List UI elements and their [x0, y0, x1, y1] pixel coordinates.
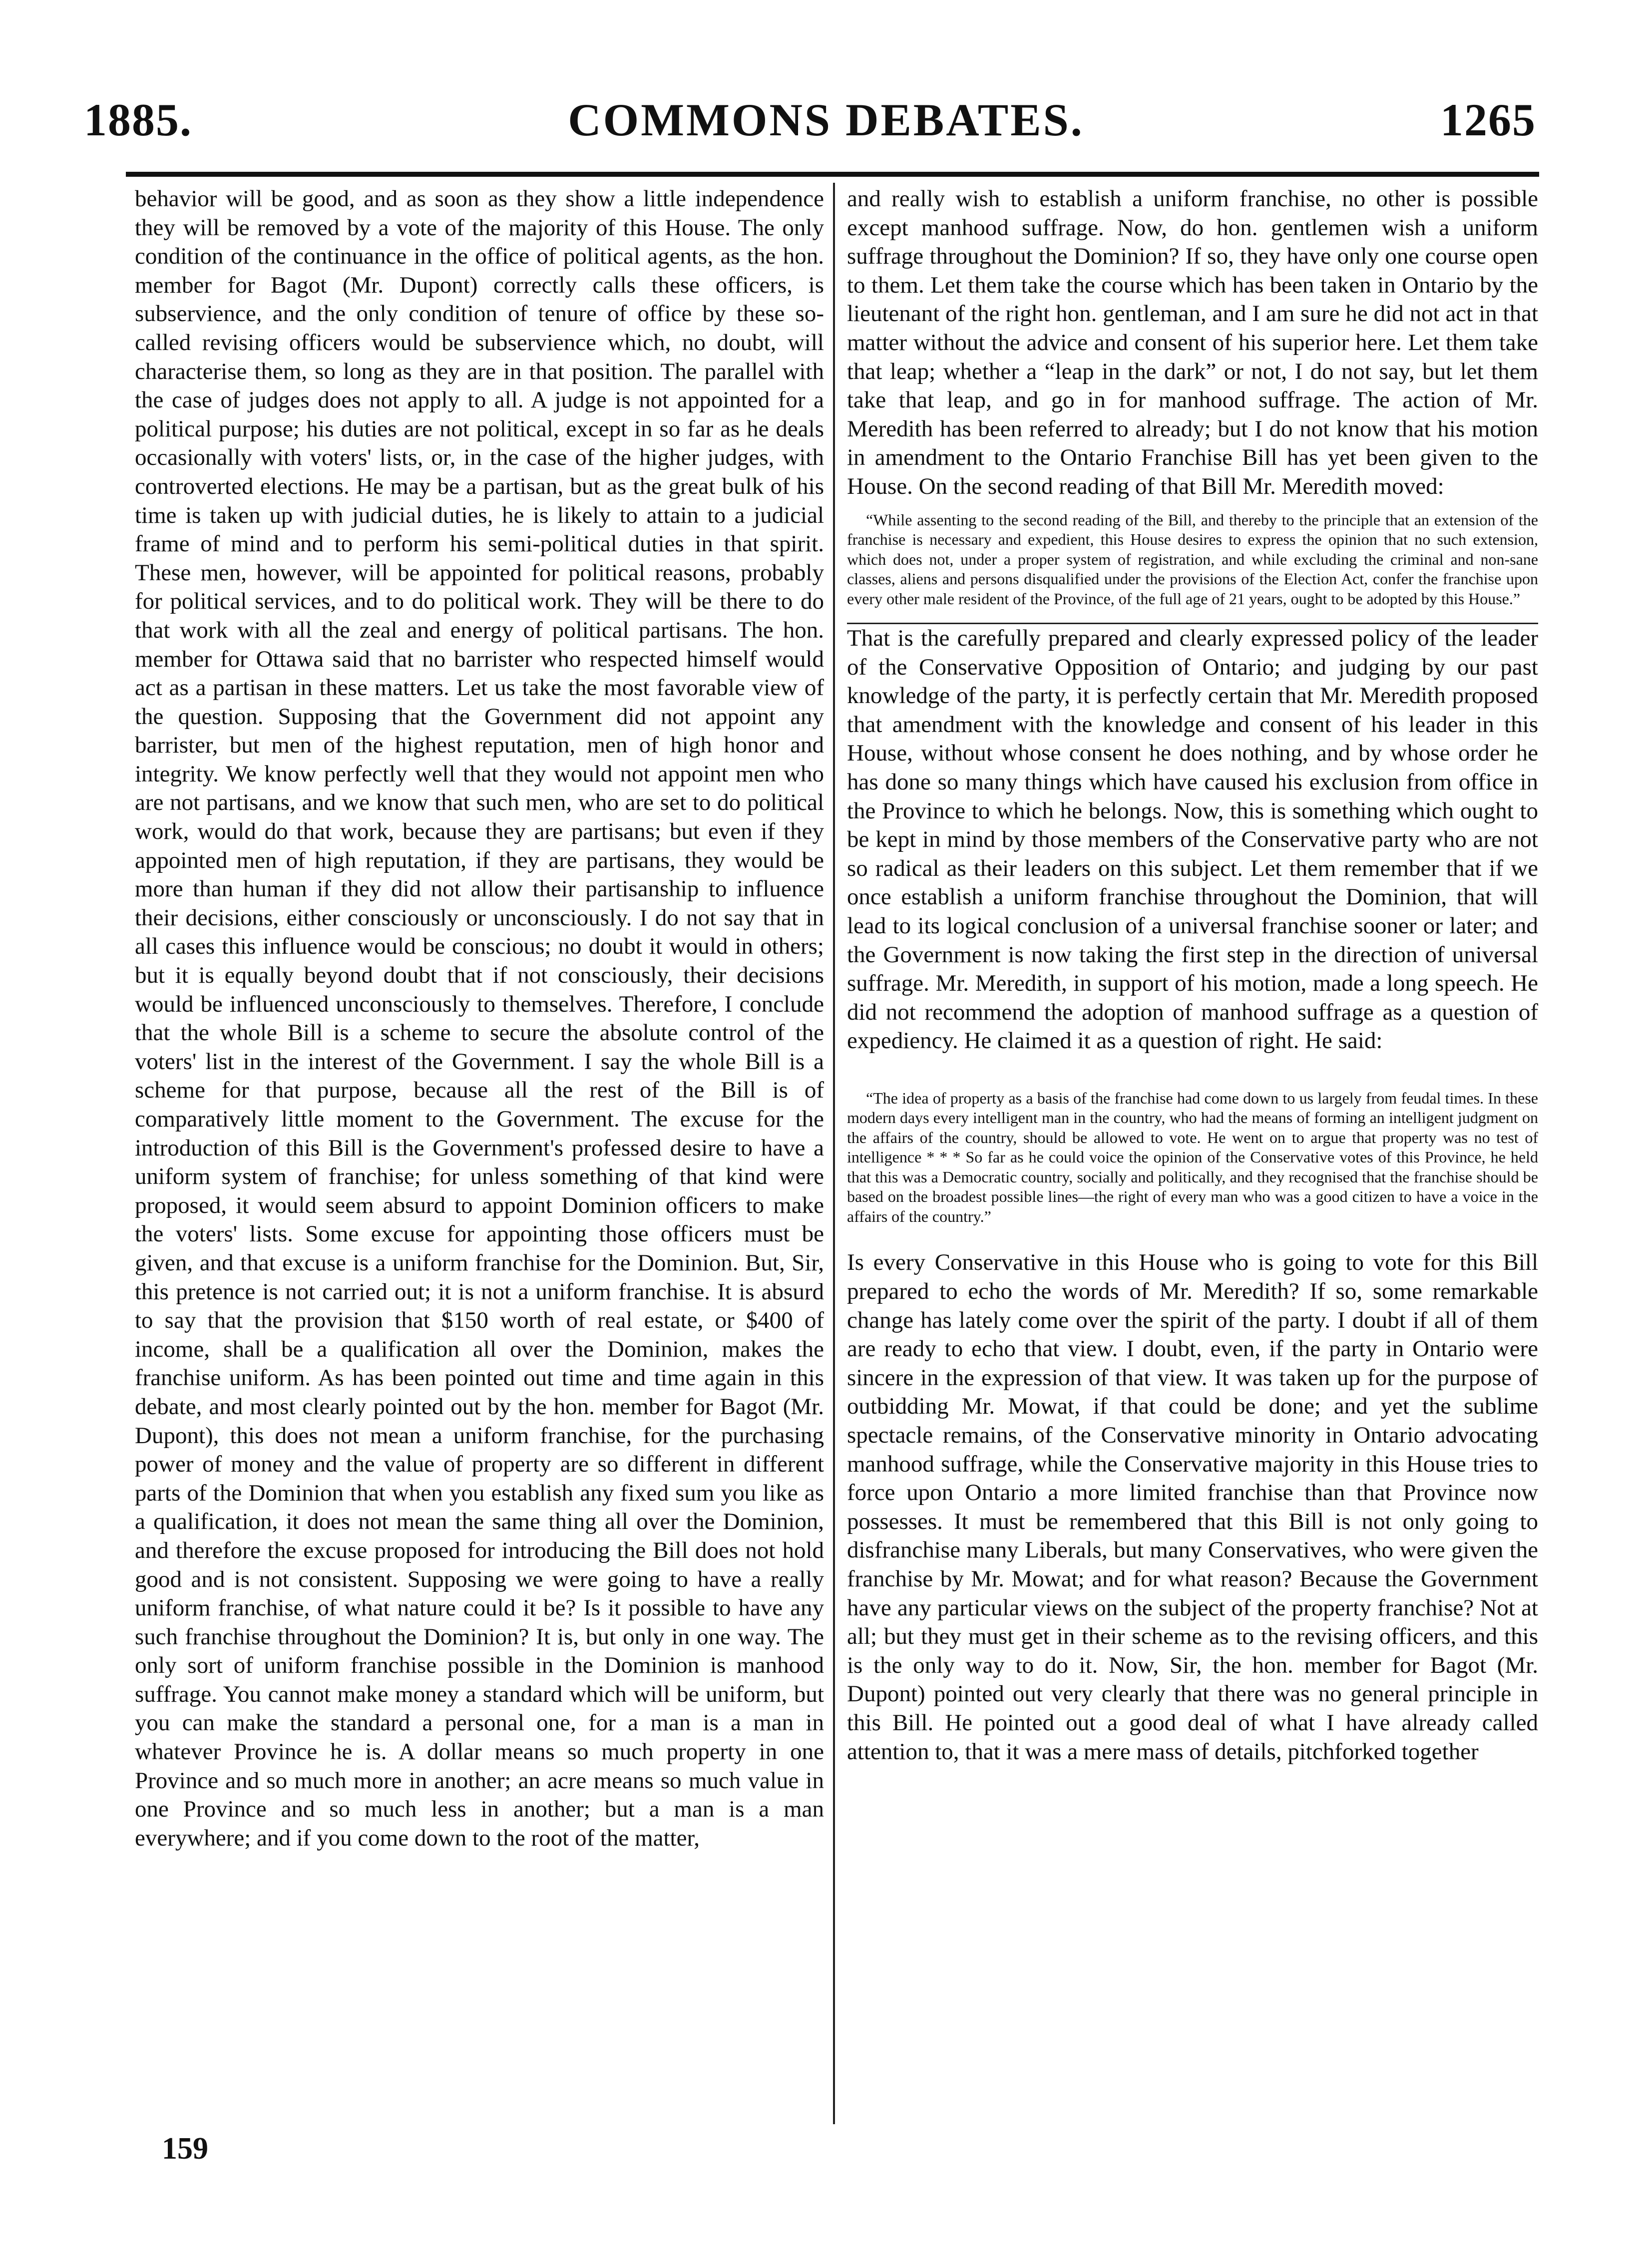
column-divider — [833, 183, 835, 2124]
page-number: 1265 — [1440, 94, 1536, 145]
block-quote-speech: “The idea of property as a basis of the franchise had come down to us largely from feudal times. In these modern days every intelligent man in the country, who had the means of forming an intelligent judgment on the affairs of the country, should be allowed to vote. He went on to argue that property was no test of intelligence * * * So far as he could voice the opinion of the Conservative votes of this Province, he held that this was a Democratic country, socially and politically, and they recognised that the franchise should be based on the broadest possible lines—the right of every man who was a good citizen to have a voice in the affairs of the country.” — [847, 1089, 1538, 1225]
header-rule — [126, 172, 1539, 177]
block-quote-motion: “While assenting to the second reading of the Bill, and thereby to the principle that an extension of the franchise is necessary and expedient, this House desires to express the opinion that no such extension, which does not, under a proper system of registration, and while excluding the criminal and non-sane classes, aliens and persons disqualified under the provisions of the Election Act, confer the franchise upon every other male resident of the Province, of the full age of 21 years, ought to be adopted by this House.” — [847, 510, 1538, 608]
signature-mark: 159 — [162, 2132, 208, 2166]
right-paragraph-2: That is the carefully prepared and clearly expressed policy of the leader of the Conservative Opposition of Ontario; and judging by our past knowledge of the party, it is perfectly certain that Mr. Meredith proposed that amendment with the knowledge and consent of his leader in this House, without whose consent he does nothing, and by whose order he has done so many things which have caused his exclusion from office in the Province to which he belongs. Now, this is something which ought to be kept in mind by those members of the Conservative party who are not so radical as their leaders on this subject. Let them remember that if we once establish a uniform franchise throughout the Dominion, that will lead to its logical conclusion of a universal franchise sooner or later; and the Government is now taking the first step in the direction of universal suffrage. Mr. Meredith, in support of his motion, made a long speech. He did not recommend the adoption of manhood suffrage as a question of expediency. He claimed it as a question of right. He said: — [847, 625, 1538, 1054]
running-title: COMMONS DEBATES. — [568, 94, 1084, 145]
right-paragraph-1: and really wish to establish a uniform franchise, no other is possible except manhood suffrage. Now, do hon. gentlemen wish a uniform suffrage throughout the Dominion? If so, they have only one course open to them. Let them take the course which has been taken in Ontario by the lieutenant of the right hon. gentleman, and I am sure he did not act in that matter without the advice and consent of his superior here. Let them take that leap; whether a “leap in the dark” or not, I do not say, but let them take that leap, and go in for manhood suffrage. The action of Mr. Meredith has been referred to already; but I do not know that his motion in amendment to the Ontario Franchise Bill has yet been given to the House. On the second reading of that Bill Mr. Meredith moved: — [847, 186, 1538, 499]
running-year: 1885. — [84, 94, 192, 145]
right-column — [847, 185, 1538, 1766]
left-column — [135, 185, 824, 1853]
right-paragraph-3: Is every Conservative in this House who is going to vote for this Bill prepared to echo the words of Mr. Meredith? If so, some remarkable change has lately come over the spirit of the party. I doubt if all of them are ready to echo that view. I doubt, even, if the party in Ontario were sincere in the expression of that view. It was taken up for the purpose of outbidding Mr. Mowat, if that could be done; and yet the sublime spectacle remains, of the Conservative minority in Ontario advocating manhood suffrage, while the Conservative majority in this House tries to force upon Ontario a more limited franchise than that Province now possesses. It must be remembered that this Bill is not only going to disfranchise many Liberals, but many Conservatives, who were given the franchise by Mr. Mowat; and for what reason? Because the Government have any particular views on the subject of the property franchise? Not at all; but they must get in their scheme as to the revising officers, and this is the only way to do it. Now, Sir, the hon. member for Bagot (Mr. Dupont) pointed out very clearly that there was no general principle in this Bill. He pointed out a good deal of what I have already called attention to, that it was a mere mass of details, pitchforked together — [847, 1249, 1538, 1765]
left-paragraph: behavior will be good, and as soon as they show a little independence they will be removed by a vote of the majority of this House. The only condition of the continuance in the office of political agents, as the hon. member for Bagot (Mr. Dupont) correctly calls these officers, is subservience, and the only condition of tenure of office by these so-called revising officers would be subservience which, no doubt, will characterise them, so long as they are in that position. The parallel with the case of judges does not apply to all. A judge is not appointed for a political purpose; his duties are not political, except in so far as he deals occasionally with voters' lists, or, in the case of the higher judges, with controverted elections. He may be a partisan, but as the great bulk of his time is taken up with judicial duties, he is likely to attain to a judicial frame of mind and to perform his semi-political duties in that spirit. These men, however, will be appointed for political reasons, probably for political services, and to do political work. They will be there to do that work with all the zeal and energy of political partisans. The hon. member for Ottawa said that no barrister who respected himself would act as a partisan in these matters. Let us take the most favorable view of the question. Supposing that the Government did not appoint any barrister, but men of the highest reputation, men of high honor and integrity. We know perfectly well that they would not appoint men who are not partisans, and we know that such men, who are set to do political work, would do that work, because they are partisans; but even if they appointed men of high reputation, if they are partisans, they would be more than human if they did not allow their partisanship to influence their decisions, either consciously or unconsciously. I do not say that in all cases this influence would be conscious; no doubt it would in others; but it is equally beyond doubt that if not consciously, their decisions would be influenced unconsciously to themselves. Therefore, I conclude that the whole Bill is a scheme to secure the absolute control of the voters' list in the interest of the Government. I say the whole Bill is a scheme for that purpose, because all the rest of the Bill is of comparatively little moment to the Government. The excuse for the introduction of this Bill is the Government's professed desire to have a uniform system of franchise; for unless something of that kind were proposed, it would seem absurd to appoint Dominion officers to make the voters' lists. Some excuse for appointing those officers must be given, and that excuse is a uniform franchise for the Dominion. But, Sir, this pretence is not carried out; it is not a uniform franchise. It is absurd to say that the provision that $150 worth of real estate, or $400 of income, shall be a qualification all over the Dominion, makes the franchise uniform. As has been pointed out time and time again in this debate, and most clearly pointed out by the hon. member for Bagot (Mr. Dupont), this does not mean a uniform franchise, for the purchasing power of money and the value of property are so different in different parts of the Dominion that when you establish any fixed sum you like as a qualification, it does not mean the same thing all over the Dominion, and therefore the excuse proposed for introducing the Bill does not hold good and is not consistent. Supposing we were going to have a really uniform franchise, of what nature could it be? Is it possible to have any such franchise throughout the Dominion? It is, but only in one way. The only sort of uniform franchise possible in the Dominion is manhood suffrage. You cannot make money a standard which will be uniform, but you can make the standard a personal one, for a man is a man in whatever Province he is. A dollar means so much property in one Province and so much more in another; an acre means so much value in one Province and so much less in another; but a man is a man everywhere; and if you come down to the root of the matter, — [135, 186, 824, 1851]
